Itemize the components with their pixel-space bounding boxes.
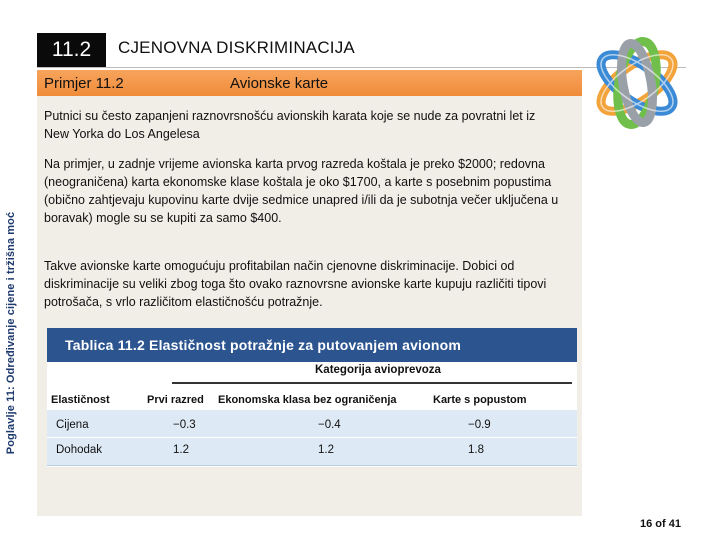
section-number: 11.2	[37, 33, 106, 67]
cell-income-first-class: 1.2	[173, 444, 189, 456]
column-header-first-class: Prvi razred	[147, 394, 204, 406]
column-header-economy: Ekonomska klasa bez ograničenja	[218, 394, 397, 406]
table-group-header: Kategorija avioprevoza	[315, 364, 441, 376]
cell-income-economy: 1.2	[318, 444, 334, 456]
example-label: Primjer 11.2	[44, 75, 124, 92]
interlocking-rings-logo-icon	[582, 28, 692, 138]
table-row	[47, 438, 577, 466]
table-row	[47, 410, 577, 438]
example-header-bar	[37, 70, 582, 96]
paragraph-intro: Putnici su često zapanjeni raznovrsnošću avionskih karata koje se nude za povratni let iz New Yorka do Los Angelesa	[44, 109, 536, 141]
paragraph-prices: Na primjer, u zadnje vrijeme avionska karta prvog razreda koštala je preko $2000; redovna (neograničena) karta ekonomske klase koštala je oko $1700, a karte s posebnim popustima (obično zahtjevaju kupovinu karte dvije sedmice unapred i/ili da je subotnja večer uključena u boravak) mogle su se kupiti za samo $400.	[44, 157, 559, 225]
table-group-rule	[172, 382, 572, 384]
column-header-elasticity: Elastičnost	[51, 394, 110, 406]
row-label-price: Cijena	[56, 419, 89, 431]
example-topic: Avionske karte	[230, 75, 329, 92]
paragraph-discrimination: Takve avionske karte omogućuju profitabilan način cjenovne diskriminacije. Dobici od diskriminacije su veliki zbog toga što ovako raznovrsne avionske karte kupuju različiti tipovi potrošača, s vrlo različitom elastičnošću potražnje.	[44, 259, 547, 309]
cell-price-discount: −0.9	[468, 419, 491, 431]
row-divider	[47, 437, 577, 438]
row-divider	[47, 465, 577, 466]
cell-price-first-class: −0.3	[173, 419, 196, 431]
table-title-bar	[47, 328, 577, 362]
section-title: CJENOVNA DISKRIMINACIJA	[118, 38, 355, 57]
row-label-income: Dohodak	[56, 444, 103, 456]
chapter-side-label: Poglavlje 11: Određivanje cijene i tržišna moć	[5, 211, 18, 455]
column-header-discount: Karte s popustom	[433, 394, 527, 406]
cell-price-economy: −0.4	[318, 419, 341, 431]
cell-income-discount: 1.8	[468, 444, 484, 456]
page-number: 16 of 41	[640, 518, 681, 530]
table-title: Tablica 11.2 Elastičnost potražnje za putovanjem avionom	[65, 337, 462, 353]
